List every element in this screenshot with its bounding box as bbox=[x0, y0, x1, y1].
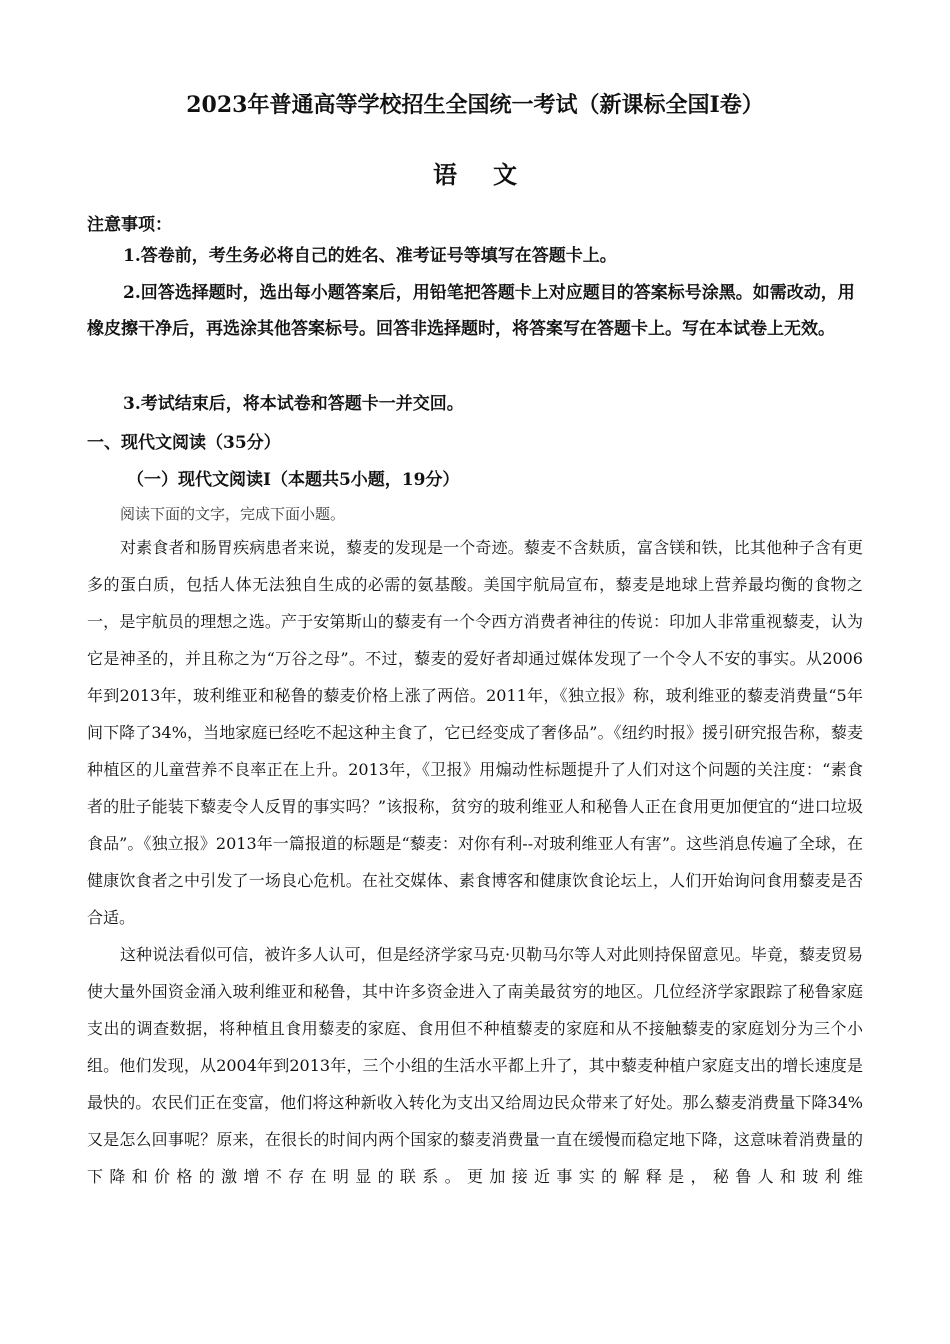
passage-paragraph-2: 这种说法看似可信，被许多人认可，但是经济学家马克·贝勒马尔等人对此则持保留意见。毕竟，藜麦贸易使大量外国资金涌入玻利维亚和秘鲁，其中许多资金进入了南美最贫穷的地区。几位经济学家跟踪了秘鲁家庭支出的调查数据，将种植且食用藜麦的家庭、食用但不种植藜麦的家庭和从不接触藜麦的家庭划分为三个小组。他们发现，从2004年到2013年，三个小组的生活水平都上升了，其中藜麦种植户家庭支出的增长速度是最快的。农民们正在变富，他们将这种新收入转化为支出又给周边民众带来了好处。那么藜麦消费量下降34%又是怎么回事呢？原来，在很长的时间内两个国家的藜麦消费量一直在缓慢而稳定地下降，这意味着消费量的下降和价格的激增不存在明显的联系。更加接近事实的解释是，秘鲁人和玻利维 bbox=[87, 945, 863, 1186]
reading-instruction: 阅读下面的文字，完成下面小题。 bbox=[120, 505, 346, 523]
notice-item-3: 3.考试结束后，将本试卷和答题卡一并交回。 bbox=[123, 394, 464, 414]
notice-heading: 注意事项： bbox=[87, 215, 172, 235]
passage-paragraph-1: 对素食者和肠胃疾病患者来说，藜麦的发现是一个奇迹。藜麦不含麸质，富含镁和铁，比其他种子含有更多的蛋白质，包括人体无法独自生成的必需的氨基酸。美国宇航局宣布，藜麦是地球上营养最均衡的食物之一，是宇航员的理想之选。产于安第斯山的藜麦有一个令西方消费者神往的传说：印加人非常重视藜麦，认为它是神圣的，并且称之为“万谷之母”。不过，藜麦的爱好者却通过媒体发现了一个令人不安的事实。从2006年到2013年，玻利维亚和秘鲁的藜麦价格上涨了两倍。2011年，《独立报》称，玻利维亚的藜麦消费量“5年间下降了34%，当地家庭已经吃不起这种主食了，它已经变成了奢侈品”。《纽约时报》援引研究报告称，藜麦种植区的儿童营养不良率正在上升。2013年，《卫报》用煽动性标题提升了人们对这个问题的关注度：“素食者的肚子能装下藜麦令人反胃的事实吗？”该报称，贫穷的玻利维亚人和秘鲁人正在食用更加便宜的“进口垃圾食品”。《独立报》2013年一篇报道的标题是“藜麦：对你有利--对玻利维亚人有害”。这些消息传遍了全球，在健康饮食者之中引发了一场良心危机。在社交媒体、素食博客和健康饮食论坛上，人们开始询问食用藜麦是否合适。 bbox=[87, 538, 863, 927]
subject-title: 语文 bbox=[433, 160, 553, 189]
notice-item-2: 2.回答选择题时，选出每小题答案后，用铅笔把答题卡上对应题目的答案标号涂黑。如需改动，用橡皮擦干净后，再选涂其他答案标号。回答非选择题时，将答案写在答题卡上。写在本试卷上无效。 bbox=[87, 283, 855, 339]
section-heading: 一、现代文阅读（35分） bbox=[87, 433, 281, 453]
notice-item-1: 1.答卷前，考生务必将自己的姓名、准考证号等填写在答题卡上。 bbox=[123, 246, 617, 266]
subsection-heading: （一）现代文阅读Ⅰ（本题共5小题，19分） bbox=[127, 470, 460, 490]
exam-title: 2023年普通高等学校招生全国统一考试（新课标全国Ⅰ卷） bbox=[186, 92, 764, 118]
